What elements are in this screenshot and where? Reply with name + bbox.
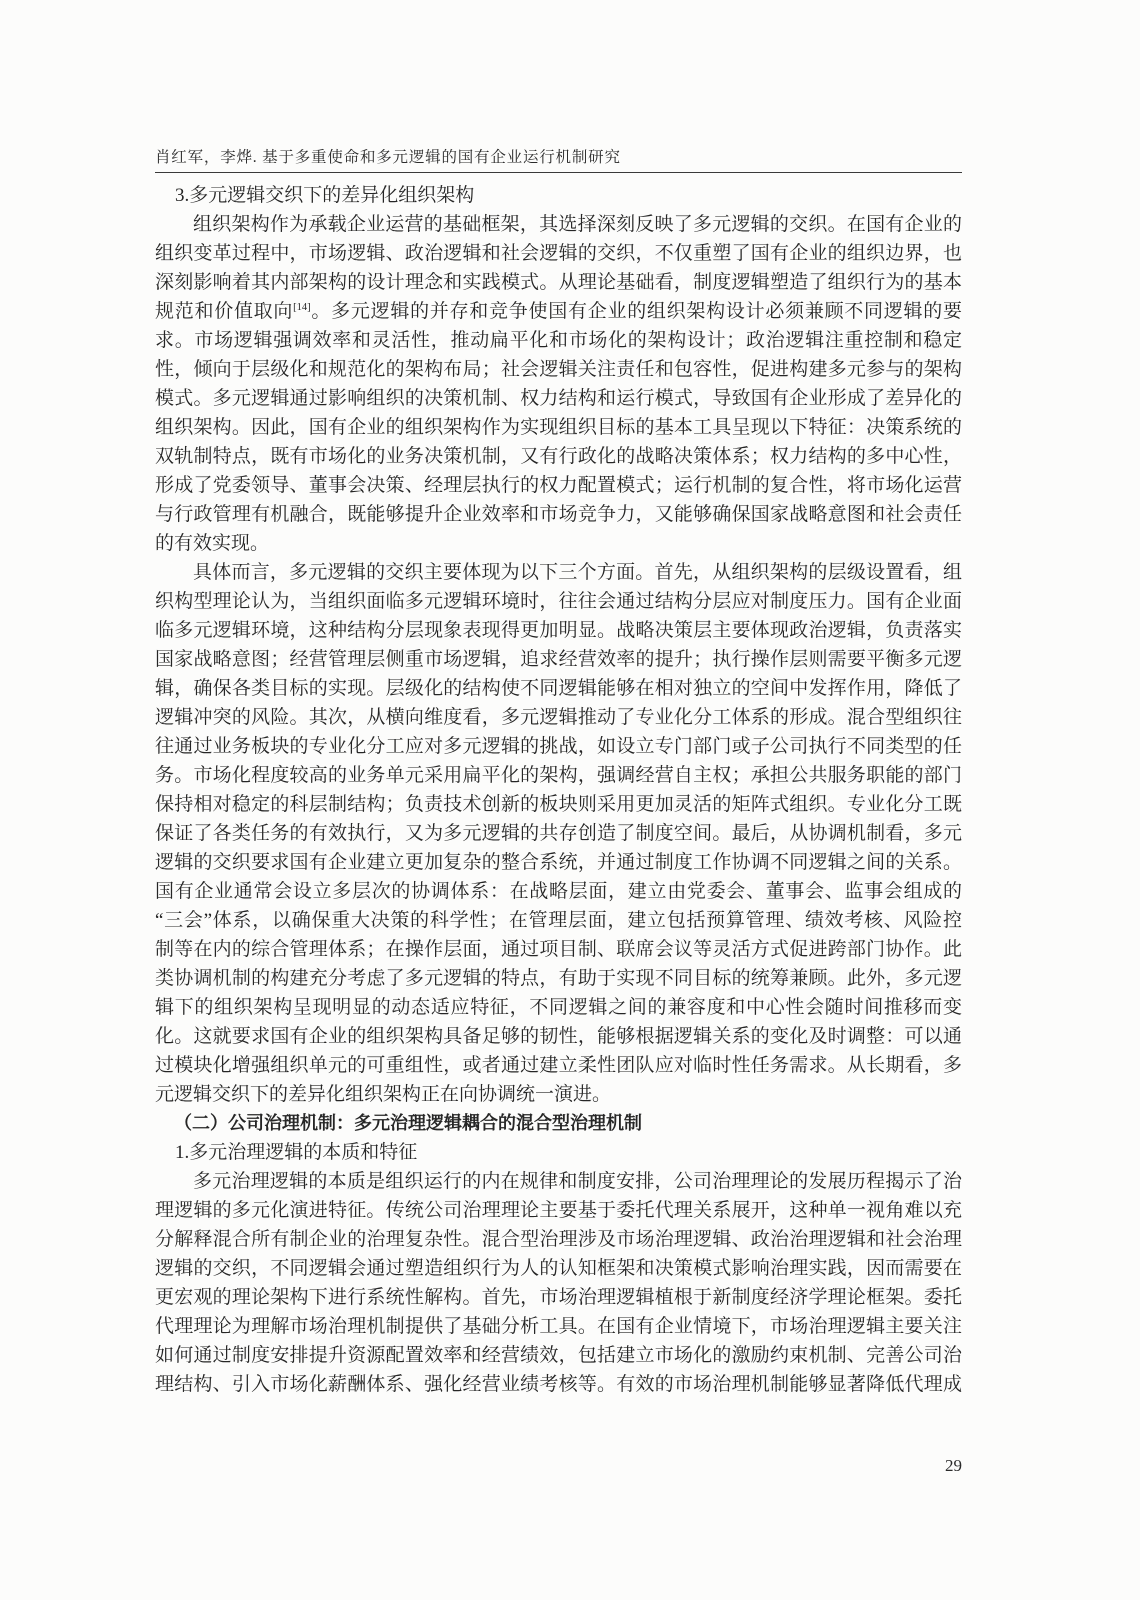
paragraph-line: 理逻辑的多元化演进特征。传统公司治理理论主要基于委托代理关系展开，这种单一视角难以充 [155,1200,962,1221]
paragraph-line [155,297,962,326]
paragraph-line: 制等在内的综合管理体系；在操作层面，通过项目制、联席会议等灵活方式促进跨部门协作。此 [155,939,962,960]
running-header: 肖红军，李烨. 基于多重使命和多元逻辑的国有企业运行机制研究 [155,149,621,166]
paragraph-line: “三会”体系，以确保重大决策的科学性；在管理层面，建立包括预算管理、绩效考核、风险控 [155,910,962,931]
paragraph-line: 保持相对稳定的科层制结构；负责技术创新的板块则采用更加灵活的矩阵式组织。专业化分工既 [155,794,962,815]
paragraph-line: 元逻辑交织下的差异化组织架构正在向协调统一演进。 [155,1084,612,1105]
paragraph-line: 深刻影响着其内部架构的设计理念和实践模式。从理论基础看，制度逻辑塑造了组织行为的基本 [155,272,962,293]
paragraph-line: 国有企业通常会设立多层次的协调体系：在战略层面，建立由党委会、董事会、监事会组成的 [155,881,962,902]
paragraph-line: 临多元逻辑环境，这种结构分层现象表现得更加明显。战略决策层主要体现政治逻辑，负责落实 [155,620,962,641]
paragraph-line: 保证了各类任务的有效执行，又为多元逻辑的共存创造了制度空间。最后，从协调机制看，多元 [155,823,962,844]
paragraph-line: 代理理论为理解市场治理机制提供了基础分析工具。在国有企业情境下，市场治理逻辑主要关注 [155,1316,962,1337]
paragraph-line: 过模块化增强组织单元的可重组性，或者通过建立柔性团队应对临时性任务需求。从长期看，多 [155,1055,962,1076]
paragraph-line: 逻辑的交织要求国有企业建立更加复杂的整合系统，并通过制度工作协调不同逻辑之间的关系。 [155,852,962,873]
paragraph-line: 辑下的组织架构呈现明显的动态适应特征，不同逻辑之间的兼容度和中心性会随时间推移而变 [155,997,962,1018]
paragraph-line: 国家战略意图；经营管理层侧重市场逻辑，追求经营效率的提升；执行操作层则需要平衡多元逻 [155,649,962,670]
citation-marker: [14] [293,302,311,313]
paragraph-line: 织构型理论认为，当组织面临多元逻辑环境时，往往会通过结构分层应对制度压力。国有企业面 [155,591,962,612]
paragraph-line: 双轨制特点，既有市场化的业务决策机制，又有行政化的战略决策体系；权力结构的多中心性， [155,446,962,467]
paragraph-line: 化。这就要求国有企业的组织架构具备足够的韧性，能够根据逻辑关系的变化及时调整：可以通 [155,1026,962,1047]
paragraph-line: 组织架构作为承载企业运营的基础框架，其选择深刻反映了多元逻辑的交织。在国有企业的 [193,214,962,235]
page-number: 29 [945,1456,962,1475]
paragraph-line: 组织变革过程中，市场逻辑、政治逻辑和社会逻辑的交织，不仅重塑了国有企业的组织边界，也 [155,243,962,264]
subsection-heading: （二）公司治理机制：多元治理逻辑耦合的混合型治理机制 [174,1113,642,1133]
paragraph-line: 逻辑冲突的风险。其次，从横向维度看，多元逻辑推动了专业化分工体系的形成。混合型组织往 [155,707,962,728]
subsubsection-heading: 1.多元治理逻辑的本质和特征 [175,1142,418,1163]
paragraph-line: 类协调机制的构建充分考虑了多元逻辑的特点，有助于实现不同目标的统筹兼顾。此外，多元逻 [155,968,962,989]
paragraph-line: 具体而言，多元逻辑的交织主要体现为以下三个方面。首先，从组织架构的层级设置看，组 [193,562,962,583]
paragraph-line: 多元治理逻辑的本质是组织运行的内在规律和制度安排，公司治理理论的发展历程揭示了治 [193,1171,962,1192]
body-text [155,181,962,1399]
body-paragraph [155,1167,962,1399]
line-text: 规范和价值取向 [155,301,294,322]
paragraph-line: 与行政管理有机融合，既能够提升企业效率和市场竞争力，又能够确保国家战略意图和社会责任 [155,504,962,525]
paragraph-line: 辑，确保各类目标的实现。层级化的结构使不同逻辑能够在相对独立的空间中发挥作用，降低了 [155,678,962,699]
paragraph-line: 务。市场化程度较高的业务单元采用扁平化的架构，强调经营自主权；承担公共服务职能的部门 [155,765,962,786]
paragraph-line: 性，倾向于层级化和规范化的架构布局；社会逻辑关注责任和包容性，促进构建多元参与的架构 [155,359,962,380]
paragraph-line: 求。市场逻辑强调效率和灵活性，推动扁平化和市场化的架构设计；政治逻辑注重控制和稳定 [155,330,962,351]
paragraph-line: 往通过业务板块的专业化分工应对多元逻辑的挑战，如设立专门部门或子公司执行不同类型的任 [155,736,962,757]
paragraph-line: 理结构、引入市场化薪酬体系、强化经营业绩考核等。有效的市场治理机制能够显著降低代理成 [155,1374,962,1395]
paragraph-line: 的有效实现。 [155,533,270,554]
body-paragraph [155,558,962,1109]
paragraph-line: 逻辑的交织，不同逻辑会通过塑造组织行为人的认知框架和决策模式影响治理实践，因而需要在 [155,1258,962,1279]
paragraph-line: 更宏观的理论架构下进行系统性解构。首先，市场治理逻辑植根于新制度经济学理论框架。委托 [155,1287,962,1308]
paragraph-line: 形成了党委领导、董事会决策、经理层执行的权力配置模式；运行机制的复合性，将市场化运营 [155,475,962,496]
paragraph-line: 模式。多元逻辑通过影响组织的决策机制、权力结构和运行模式，导致国有企业形成了差异化的 [155,388,962,409]
header-rule [155,172,962,173]
body-paragraph [155,210,962,558]
paragraph-line: 分解释混合所有制企业的治理复杂性。混合型治理涉及市场治理逻辑、政治治理逻辑和社会治理 [155,1229,962,1250]
paragraph-line: 如何通过制度安排提升资源配置效率和经营绩效，包括建立市场化的激励约束机制、完善公司治 [155,1345,962,1366]
line-text: 。多元逻辑的并存和竞争使国有企业的组织架构设计必须兼顾不同逻辑的要 [310,301,962,322]
section-heading: 3.多元逻辑交织下的差异化组织架构 [175,185,475,206]
paragraph-line: 组织架构。因此，国有企业的组织架构作为实现组织目标的基本工具呈现以下特征：决策系统的 [155,417,962,438]
